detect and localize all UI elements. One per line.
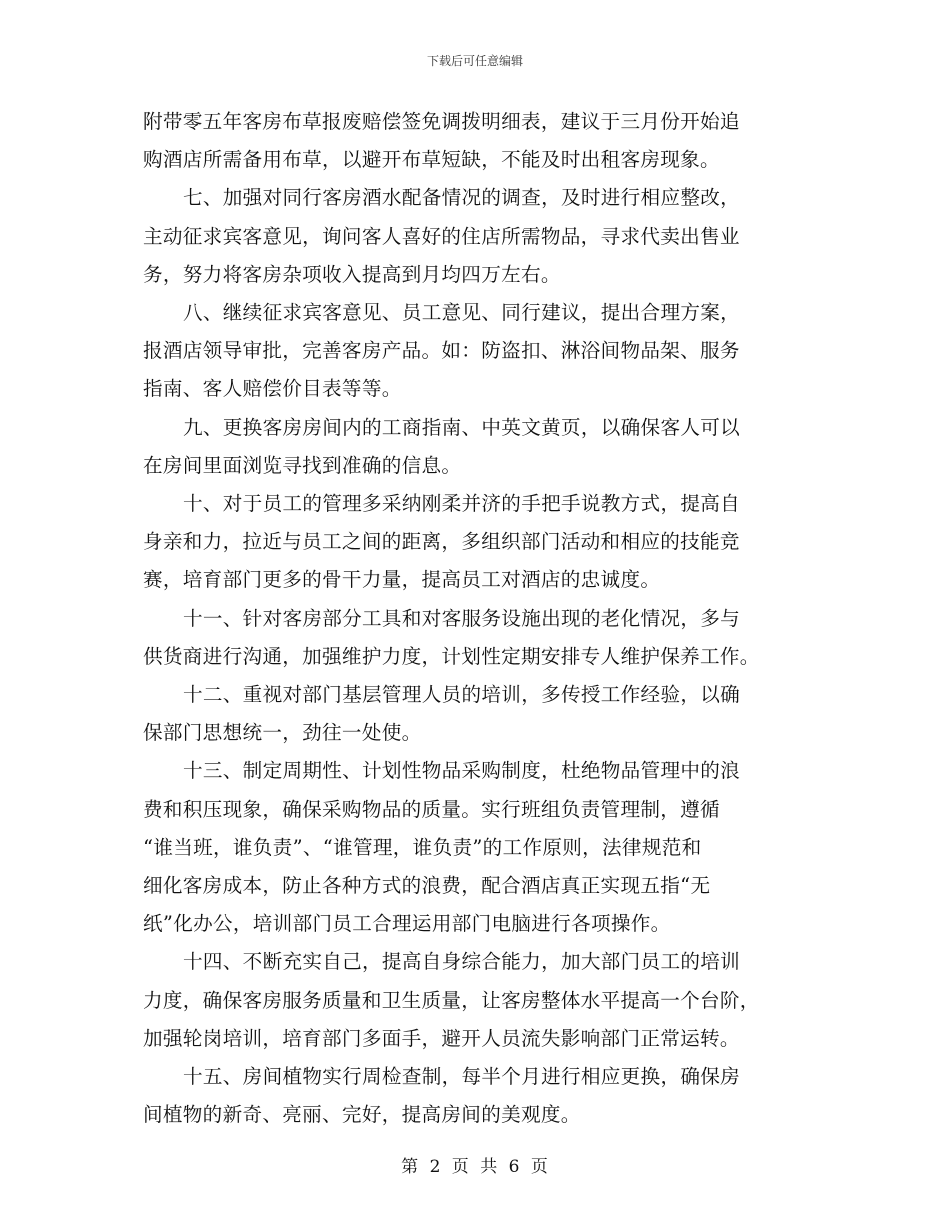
text-line: 务，努力将客房杂项收入提高到月均四万左右。	[143, 262, 561, 286]
text-line: 纸”化办公，培训部门员工合理运用部门电脑进行各项操作。	[143, 912, 671, 936]
text-line: 力度，确保客房服务质量和卫生质量，让客房整体水平提高一个台阶，	[143, 988, 760, 1012]
text-line: 费和积压现象，确保采购物品的质量。实行班组负责管理制，遵循	[143, 797, 720, 821]
paragraph-start-line: 十、对于员工的管理多采纳刚柔并济的手把手说教方式，提高自	[183, 492, 741, 516]
text-line: 细化客房成本，防止各种方式的浪费，配合酒店真正实现五指“无	[143, 874, 711, 898]
paragraph-start-line: 十二、重视对部门基层管理人员的培训，多传授工作经验，以确	[183, 683, 741, 707]
paragraph-start-line: 七、加强对同行客房酒水配备情况的调查，及时进行相应整改，	[183, 186, 741, 210]
text-line: 购酒店所需备用布草，以避开布草短缺，不能及时出租客房现象。	[143, 148, 720, 172]
paragraph-start-line: 九、更换客房房间内的工商指南、中英文黄页，以确保客人可以	[183, 415, 741, 439]
page-number-footer: 第 2 页 共 6 页	[401, 1157, 549, 1177]
text-line: 附带零五年客房布草报废赔偿签免调拨明细表，建议于三月份开始追	[143, 110, 740, 133]
paragraph-start-line: 十三、制定周期性、计划性物品采购制度，杜绝物品管理中的浪	[183, 759, 741, 783]
page-header: 下载后可任意编辑	[426, 54, 523, 68]
text-line: “谁当班，谁负责”、“谁管理，谁负责”的工作原则，法律规范和	[143, 835, 702, 859]
text-line: 赛，培育部门更多的骨干力量，提高员工对酒店的忠诚度。	[143, 568, 661, 592]
paragraph-start-line: 八、继续征求宾客意见、员工意见、同行建议，提出合理方案，	[183, 301, 741, 325]
paragraph-start-line: 十四、不断充实自己，提高自身综合能力，加大部门员工的培训	[183, 950, 741, 974]
text-line: 在房间里面浏览寻找到准确的信息。	[143, 453, 462, 477]
paragraph-start-line: 十一、针对客房部分工具和对客服务设施出现的老化情况，多与	[183, 606, 741, 630]
text-line: 主动征求宾客意见，询问客人喜好的住店所需物品，寻求代卖出售业	[143, 224, 740, 248]
text-line: 供货商进行沟通，加强维护力度，计划性定期安排专人维护保养工作。	[143, 644, 760, 668]
paragraph-start-line: 十五、房间植物实行周检查制，每半个月进行相应更换，确保房	[183, 1065, 741, 1089]
text-line: 身亲和力，拉近与员工之间的距离，多组织部门活动和相应的技能竞	[143, 530, 740, 554]
text-line: 保部门思想统一，劲往一处使。	[143, 721, 422, 745]
text-line: 加强轮岗培训，培育部门多面手，避开人员流失影响部门正常运转。	[143, 1026, 740, 1050]
text-line: 指南、客人赔偿价目表等等。	[143, 377, 402, 401]
document-body	[143, 103, 811, 1134]
text-line: 报酒店领导审批，完善客房产品。如：防盗扣、淋浴间物品架、服务	[143, 339, 740, 363]
text-line: 间植物的新奇、亮丽、完好，提高房间的美观度。	[143, 1103, 581, 1127]
